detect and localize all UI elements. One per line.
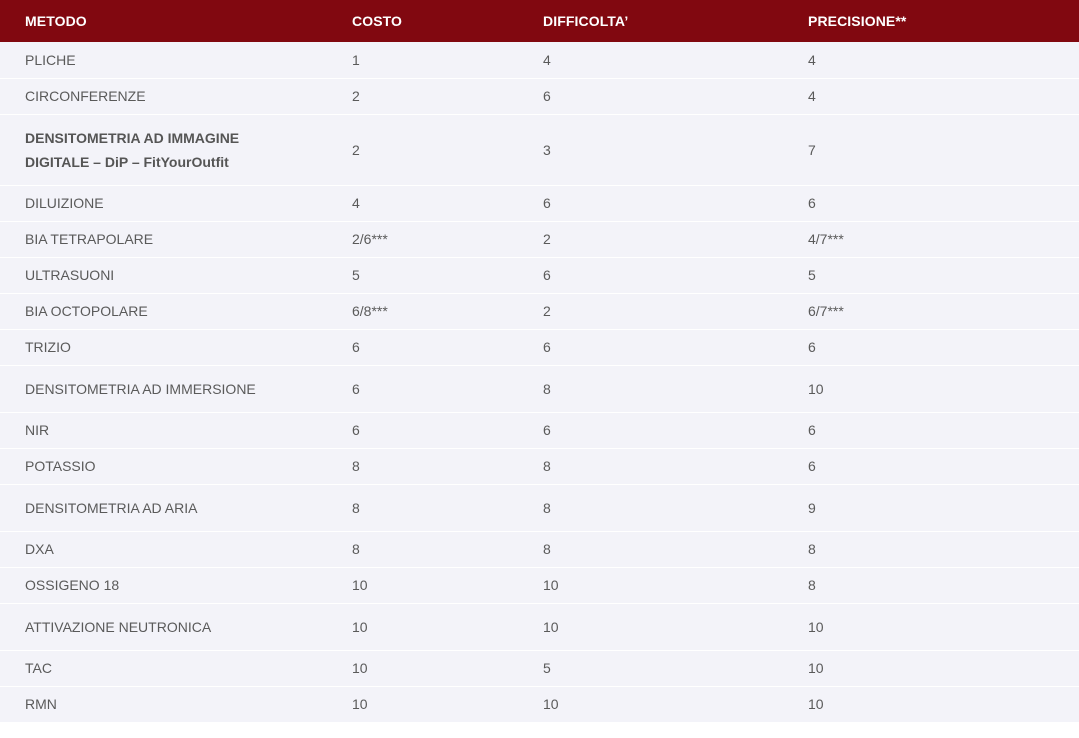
- cell-precisione: 4: [808, 51, 816, 68]
- cell-precisione: 9: [808, 499, 816, 516]
- table-row: [0, 686, 1079, 722]
- cell-precisione: 8: [808, 577, 816, 593]
- cell-costo: 1: [352, 51, 360, 68]
- table-row: [0, 185, 1079, 221]
- cell-difficolta: 8: [543, 458, 551, 474]
- table-row: [0, 484, 1079, 531]
- cell-difficolta: 3: [543, 141, 551, 158]
- cell-metodo: DXA: [25, 541, 54, 557]
- cell-precisione: 8: [808, 541, 816, 557]
- cell-costo: 6/8***: [352, 303, 388, 319]
- cell-metodo-line1: DENSITOMETRIA AD IMMAGINE: [25, 129, 240, 146]
- cell-metodo-line2: DIGITALE – DiP – FitYourOutfit: [25, 153, 229, 170]
- header-precisione: PRECISIONE**: [808, 13, 907, 29]
- cell-precisione: 4: [808, 88, 816, 104]
- table-body: [0, 42, 1079, 722]
- cell-metodo: DILUIZIONE: [25, 195, 104, 211]
- table-row: [0, 603, 1079, 650]
- table-row: [0, 42, 1079, 78]
- cell-costo: 10: [352, 618, 368, 635]
- cell-difficolta: 5: [543, 660, 551, 676]
- cell-precisione: 6: [808, 339, 816, 355]
- cell-precisione: 6: [808, 422, 816, 438]
- cell-costo: 5: [352, 267, 360, 283]
- cell-costo: 8: [352, 458, 360, 474]
- cell-costo: 8: [352, 541, 360, 557]
- cell-difficolta: 6: [543, 267, 551, 283]
- cell-difficolta: 10: [543, 696, 559, 712]
- cell-metodo: OSSIGENO 18: [25, 577, 120, 593]
- table-row: [0, 329, 1079, 365]
- header-metodo: METODO: [25, 13, 87, 29]
- cell-precisione: 10: [808, 618, 824, 635]
- cell-difficolta: 6: [543, 88, 551, 104]
- table-row: [0, 412, 1079, 448]
- table-header: [0, 0, 1079, 42]
- header-difficolta: DIFFICOLTA’: [543, 13, 629, 29]
- cell-precisione: 10: [808, 380, 824, 397]
- cell-precisione: 7: [808, 141, 816, 158]
- cell-metodo: TAC: [25, 660, 52, 676]
- cell-costo: 2/6***: [352, 231, 388, 247]
- cell-costo: 10: [352, 660, 368, 676]
- cell-metodo: DENSITOMETRIA AD IMMERSIONE: [25, 380, 256, 397]
- cell-metodo: RMN: [25, 696, 57, 712]
- cell-precisione: 4/7***: [808, 231, 844, 247]
- header-row: [0, 0, 1079, 42]
- cell-metodo: POTASSIO: [25, 458, 96, 474]
- cell-difficolta: 2: [543, 231, 551, 247]
- cell-difficolta: 8: [543, 380, 551, 397]
- cell-costo: 2: [352, 88, 360, 104]
- cell-precisione: 6: [808, 195, 816, 211]
- cell-precisione: 5: [808, 267, 816, 283]
- table-row: [0, 78, 1079, 114]
- cell-costo: 10: [352, 577, 368, 593]
- cell-difficolta: 8: [543, 541, 551, 557]
- table-row: [0, 293, 1079, 329]
- cell-metodo: NIR: [25, 422, 50, 438]
- cell-difficolta: 4: [543, 51, 551, 68]
- cell-metodo: DENSITOMETRIA AD ARIA: [25, 499, 198, 516]
- cell-costo: 8: [352, 499, 360, 516]
- cell-difficolta: 6: [543, 195, 551, 211]
- cell-costo: 2: [352, 141, 360, 158]
- header-costo: COSTO: [352, 13, 403, 29]
- cell-costo: 6: [352, 339, 360, 355]
- table-row: [0, 257, 1079, 293]
- cell-precisione: 6: [808, 458, 816, 474]
- cell-costo: 10: [352, 696, 368, 712]
- table-row: [0, 567, 1079, 603]
- cell-costo: 6: [352, 422, 360, 438]
- cell-difficolta: 10: [543, 618, 559, 635]
- cell-difficolta: 10: [543, 577, 559, 593]
- table-row: [0, 365, 1079, 412]
- table-row: [0, 650, 1079, 686]
- cell-metodo: ULTRASUONI: [25, 267, 115, 283]
- cell-difficolta: 8: [543, 499, 551, 516]
- cell-costo: 4: [352, 195, 360, 211]
- cell-metodo: BIA OCTOPOLARE: [25, 303, 148, 319]
- cell-difficolta: 6: [543, 339, 551, 355]
- cell-metodo: BIA TETRAPOLARE: [25, 231, 154, 247]
- table-row: [0, 531, 1079, 567]
- table-row: [0, 114, 1079, 185]
- cell-metodo: [0, 114, 327, 185]
- table-row: [0, 221, 1079, 257]
- cell-metodo: ATTIVAZIONE NEUTRONICA: [25, 618, 212, 635]
- cell-metodo: PLICHE: [25, 51, 76, 68]
- cell-difficolta: 2: [543, 303, 551, 319]
- cell-difficolta: 6: [543, 422, 551, 438]
- cell-precisione: 10: [808, 660, 824, 676]
- cell-metodo: CIRCONFERENZE: [25, 88, 146, 104]
- table-row: [0, 448, 1079, 484]
- cell-precisione: 10: [808, 696, 824, 712]
- cell-precisione: 6/7***: [808, 303, 844, 319]
- cell-metodo: TRIZIO: [25, 339, 71, 355]
- cell-costo: 6: [352, 380, 360, 397]
